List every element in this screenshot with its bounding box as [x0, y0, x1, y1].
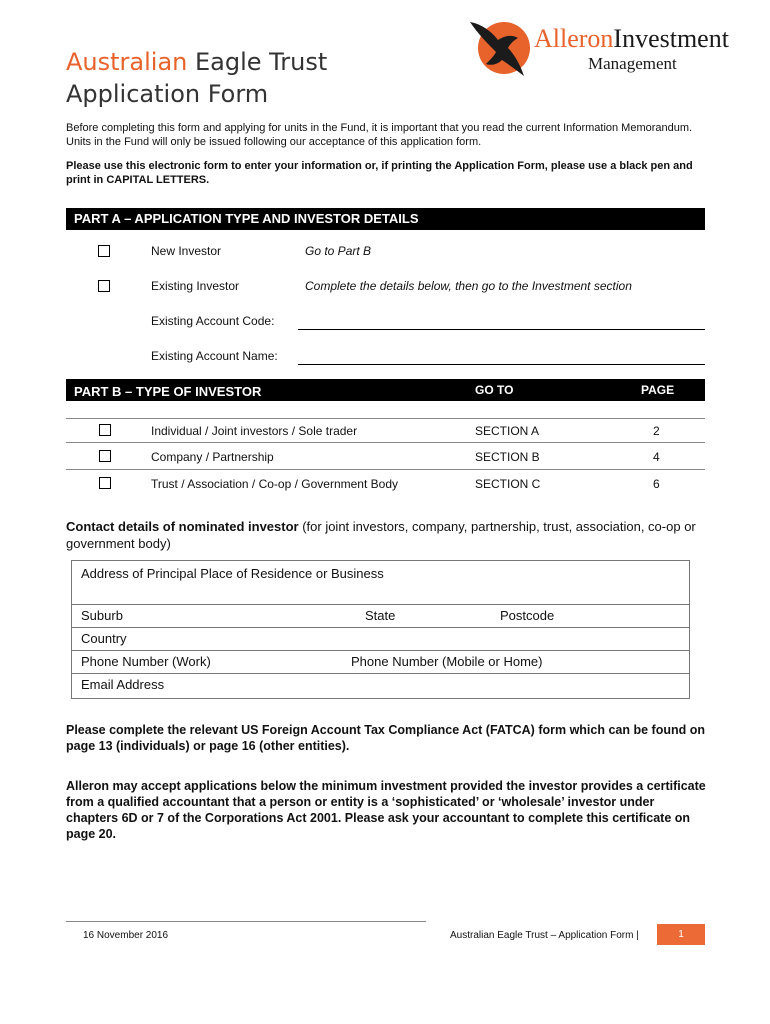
company-page: 4: [653, 450, 660, 464]
alleron-logo: [468, 14, 728, 84]
company-section: SECTION B: [475, 450, 540, 464]
footer-title: Australian Eagle Trust – Application Form |: [450, 930, 639, 941]
contact-heading-rest: (for joint investors, company, partnership, trust, association, co-op or government body): [66, 519, 696, 551]
new-investor-label: New Investor: [151, 244, 222, 258]
sophisticated-investor-note: Alleron may accept applications below the minimum investment provided the investor provides a certificate from a qualified accountant that a person or entity is a ‘sophisticated’ or ‘wholesale’ investor under chapters 6D or 7 of the Corporations Act 2001. Please ask your accountant to complete this certificate on page 20.: [66, 779, 706, 841]
intro-instruction: Please use this electronic form to enter your information or, if printing the Application Form, please use a black pen and print in CAPITAL LETTERS.: [66, 160, 693, 186]
footer-rule: [66, 921, 426, 922]
trust-section: SECTION C: [475, 477, 541, 491]
individual-label: Individual / Joint investors / Sole trader: [151, 424, 358, 438]
contact-details-box: [71, 560, 690, 699]
address-label: Address of Principal Place of Residence or Business: [81, 566, 384, 581]
part-b-heading: [66, 379, 705, 401]
trust-checkbox[interactable]: [99, 477, 111, 489]
goto-column-header: GO TO: [475, 383, 514, 397]
individual-checkbox[interactable]: [99, 424, 111, 436]
trust-label: Trust / Association / Co-op / Government Body: [151, 477, 398, 491]
new-investor-checkbox[interactable]: [98, 245, 110, 257]
account-name-label: Existing Account Name:: [151, 349, 278, 363]
country-label: Country: [81, 631, 127, 646]
divider: [66, 442, 705, 443]
title-accent: Australian: [66, 48, 188, 76]
divider: [72, 650, 689, 651]
divider: [66, 418, 705, 419]
title-line2: Application Form: [66, 80, 269, 108]
state-label: State: [365, 608, 396, 623]
company-checkbox[interactable]: [99, 450, 111, 462]
page-column-header: PAGE: [641, 383, 675, 397]
contact-heading-bold: Contact details of nominated investor: [66, 519, 299, 534]
trust-page: 6: [653, 477, 660, 491]
account-code-label: Existing Account Code:: [151, 314, 275, 328]
phone-mobile-label: Phone Number (Mobile or Home): [351, 654, 543, 669]
account-name-field[interactable]: [298, 364, 705, 365]
title-rest: Eagle Trust: [187, 48, 328, 76]
part-a-heading: PART A – APPLICATION TYPE AND INVESTOR DETAILS: [66, 208, 705, 230]
account-code-field[interactable]: [298, 329, 705, 330]
suburb-label: Suburb: [81, 608, 123, 623]
intro-text: Before completing this form and applying for units in the Fund, it is important that you read the current Information Memorandum. Units in the Fund will only be issued following our acceptance of this application form.: [66, 122, 693, 148]
contact-heading: [66, 518, 711, 552]
fatca-note: Please complete the relevant US Foreign Account Tax Compliance Act (FATCA) form which can be found on page 13 (individuals) or page 16 (other entities).: [66, 723, 705, 753]
email-label: Email Address: [81, 677, 165, 692]
postcode-label: Postcode: [500, 608, 555, 623]
divider: [72, 604, 689, 605]
individual-page: 2: [653, 424, 660, 438]
page-title: [66, 46, 327, 110]
existing-investor-instruction: Complete the details below, then go to the Investment section: [305, 279, 632, 293]
footer-page-number: 1: [657, 924, 705, 945]
new-investor-instruction: Go to Part B: [305, 244, 372, 258]
divider: [66, 469, 705, 470]
company-label: Company / Partnership: [151, 450, 274, 464]
existing-investor-checkbox[interactable]: [98, 280, 110, 292]
footer-date: 16 November 2016: [83, 930, 169, 941]
eagle-icon: [468, 14, 538, 84]
logo-subtitle: Management: [588, 54, 677, 73]
existing-investor-label: Existing Investor: [151, 279, 240, 293]
logo-wordmark: AlleronInvestment: [534, 24, 729, 53]
divider: [72, 673, 689, 674]
phone-work-label: Phone Number (Work): [81, 654, 211, 669]
divider: [72, 627, 689, 628]
individual-section: SECTION A: [475, 424, 540, 438]
part-b-title: PART B – TYPE OF INVESTOR: [74, 384, 262, 399]
